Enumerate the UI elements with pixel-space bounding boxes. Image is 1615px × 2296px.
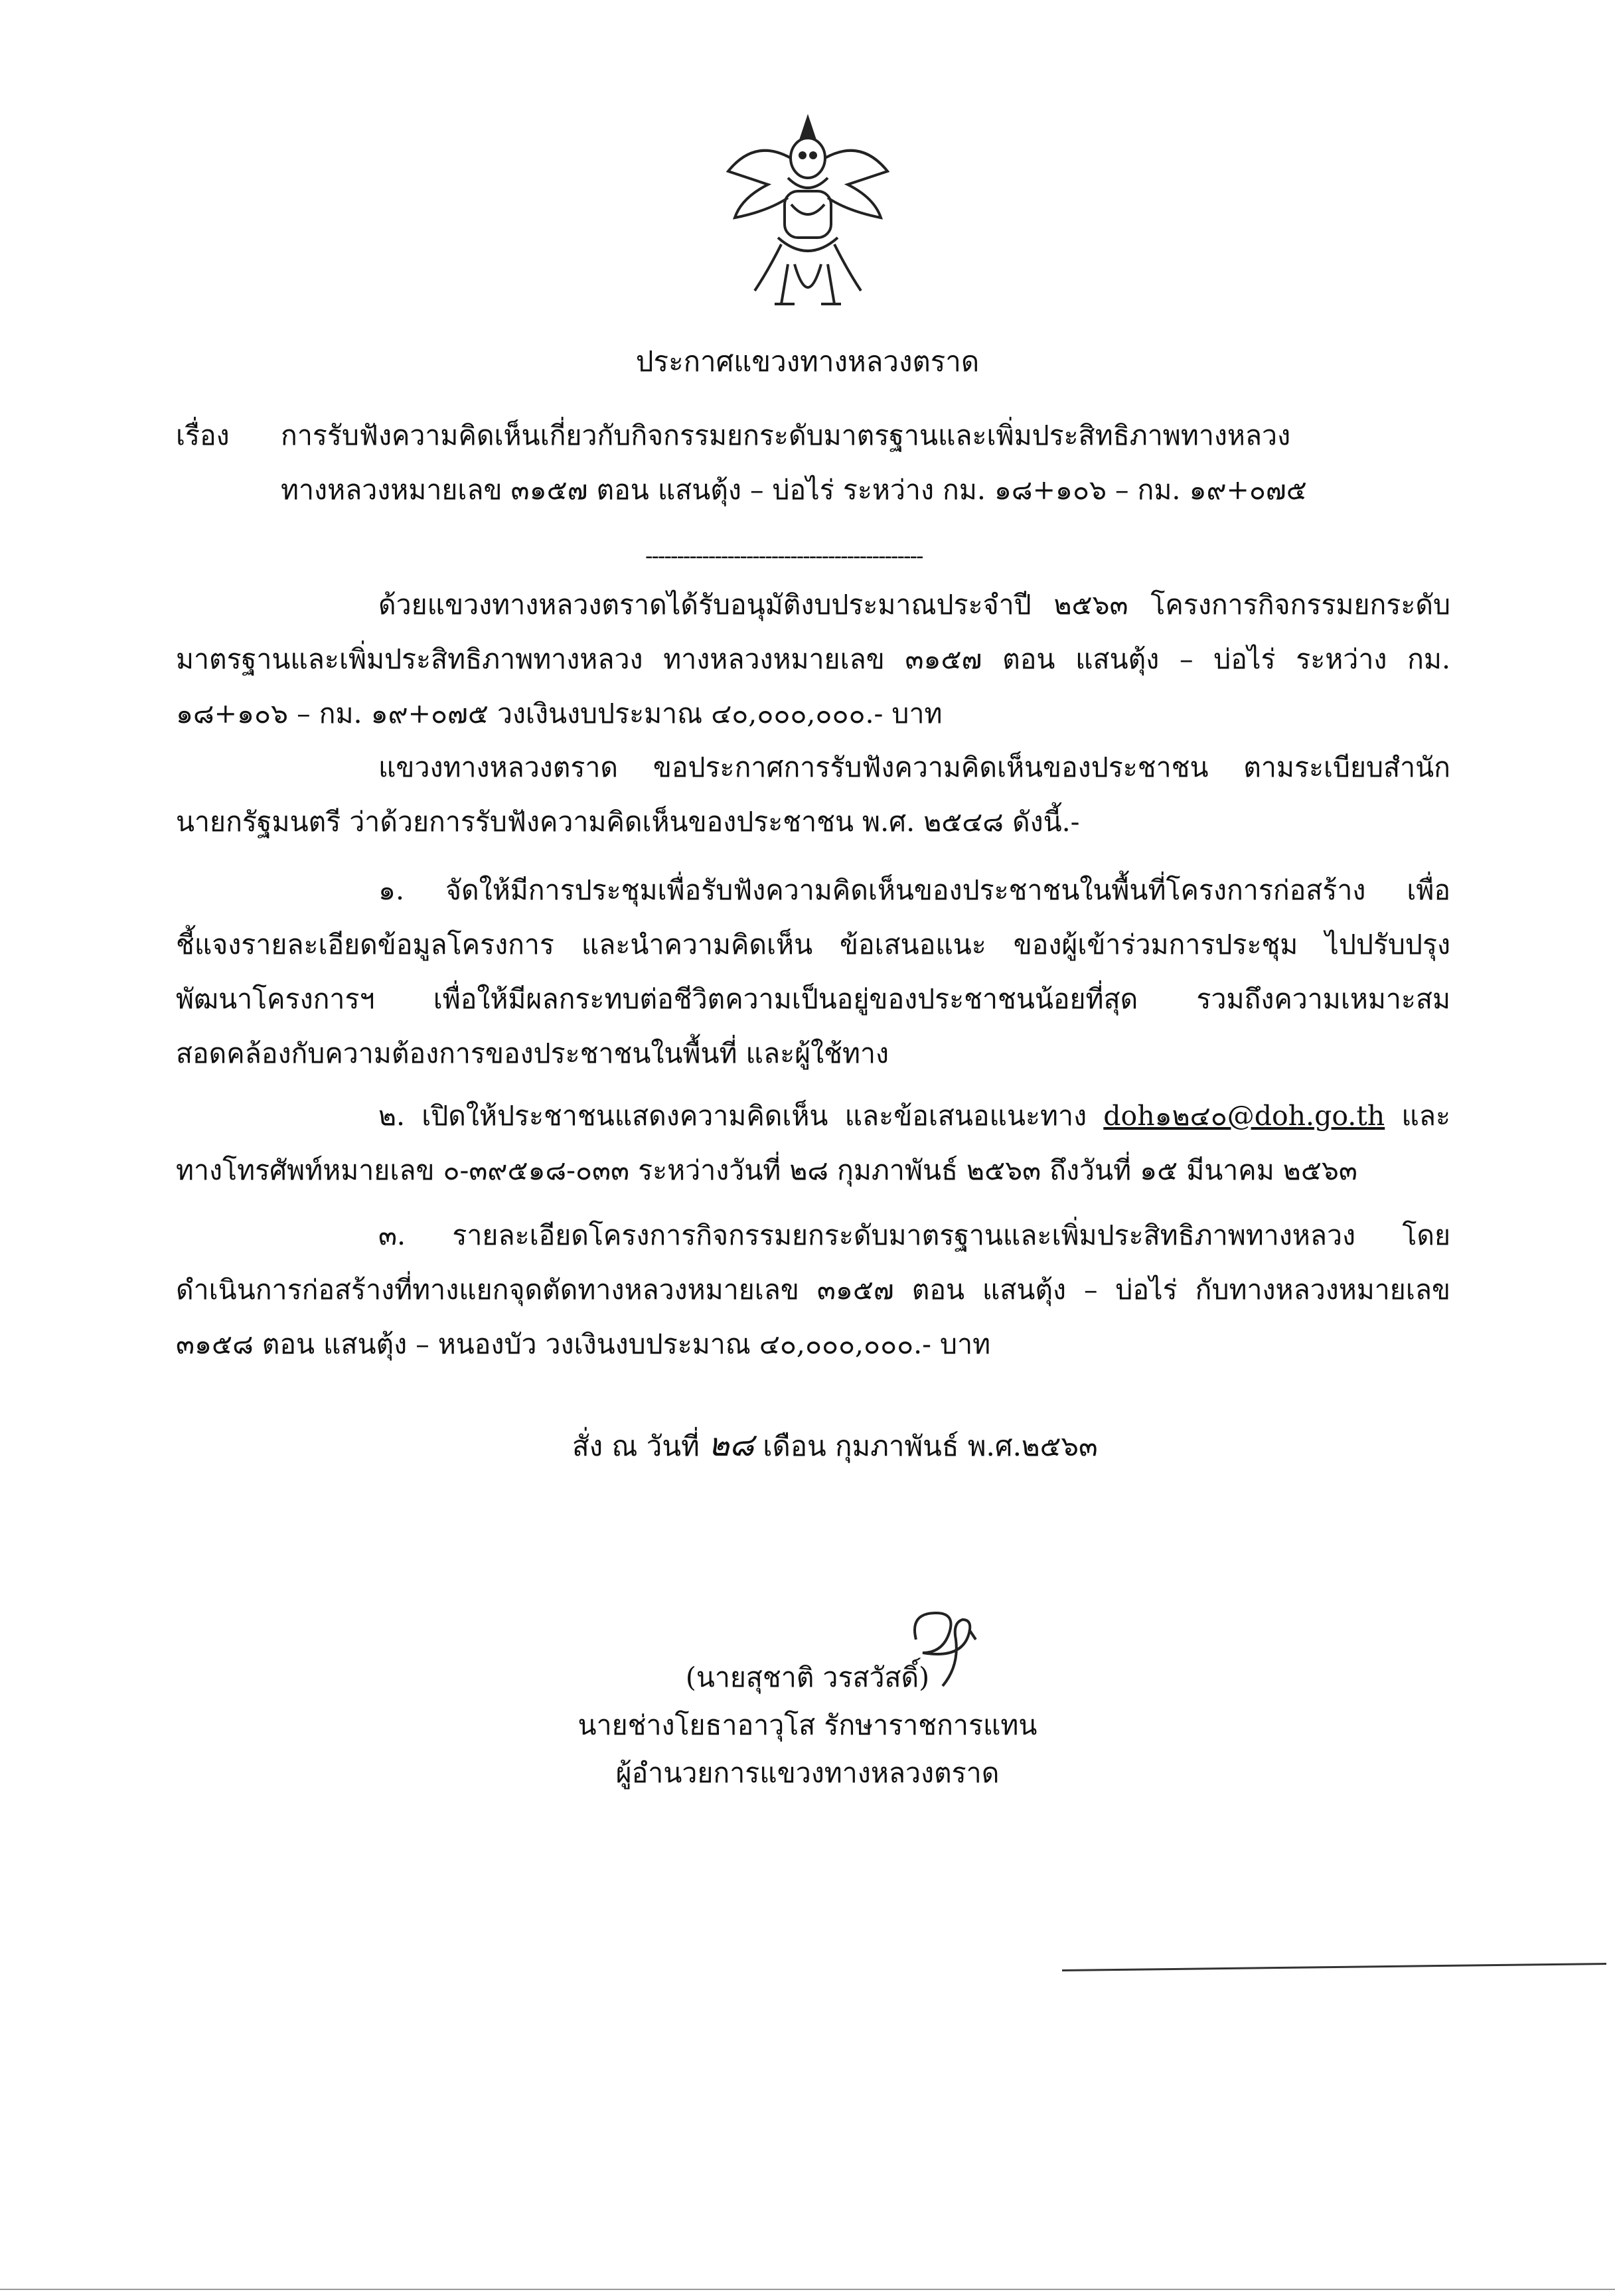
paragraph-4 [176, 1089, 1450, 1197]
date-day-handwritten: ๒๘ [708, 1426, 754, 1464]
divider: -------------------------------------------- [645, 543, 923, 570]
paragraph-5 [176, 1208, 1450, 1371]
paragraph-1 [176, 577, 1450, 741]
signer-name: (นายสุชาติ วรสวัสดิ์) [685, 1661, 930, 1693]
subject-line-2: ทางหลวงหมายเลข ๓๑๕๗ ตอน แสนตุ้ง – บ่อไร่ ระหว่าง กม. ๑๘+๑๐๖ – กม. ๑๙+๐๗๕ [281, 474, 1307, 506]
announcement-title: ประกาศแขวงทางหลวงตราด [635, 345, 980, 378]
subject-line-1: การรับฟังความคิดเห็นเกี่ยวกับกิจกรรมยกระดับมาตรฐานและเพิ่มประสิทธิภาพทางหลวง [281, 420, 1291, 451]
date-prefix: สั่ง ณ วันที่ [572, 1430, 700, 1462]
paragraph-2 [176, 740, 1450, 849]
paragraph-2-text: แขวงทางหลวงตราด ขอประกาศการรับฟังความคิดเห็นของประชาชน ตามระเบียบสำนักนายกรัฐมนตรี ว่าด้วยการรับฟังความคิดเห็นของประชาชน พ.ศ. ๒๕๔๘ ดังนี้.- [176, 751, 1450, 838]
paragraph-5-text: ๓. รายละเอียดโครงการกิจกรรมยกระดับมาตรฐานและเพิ่มประสิทธิภาพทางหลวง โดยดำเนินการก่อสร้างที่ทางแยกจุดตัดทางหลวงหมายเลข ๓๑๕๗ ตอน แสนตุ้ง – บ่อไร่ กับทางหลวงหมายเลข ๓๑๕๘ ตอน แสนตุ้ง – หนองบัว วงเงินงบประมาณ ๔๐,๐๐๐,๐๐๐.- บาท [176, 1219, 1450, 1360]
paragraph-3 [176, 863, 1450, 1081]
page-bottom-edge [0, 2289, 1615, 2290]
signer-position-2: ผู้อำนวยการแขวงทางหลวงตราด [615, 1757, 1000, 1789]
date-month: เดือน กุมภาพันธ์ พ.ศ.๒๕๖๓ [763, 1430, 1098, 1462]
footer-rule [1062, 1963, 1606, 1971]
paragraph-4-text-b: และทางโทรศัพท์หมายเลข ๐-๓๙๕๑๘-๐๓๓ ระหว่างวันที่ ๒๘ กุมภาพันธ์ ๒๕๖๓ ถึงวันที่ ๑๕ มีนาคม ๒๕๖๓ [176, 1100, 1450, 1186]
paragraph-1-text: ด้วยแขวงทางหลวงตราดได้รับอนุมัติงบประมาณประจำปี ๒๕๖๓ โครงการกิจกรรมยกระดับมาตรฐานและเพิ่มประสิทธิภาพทางหลวง ทางหลวงหมายเลข ๓๑๕๗ ตอน แสนตุ้ง – บ่อไร่ ระหว่าง กม. ๑๘+๑๐๖ – กม. ๑๙+๐๗๕ วงเงินงบประมาณ ๔๐,๐๐๐,๐๐๐.- บาท [176, 589, 1450, 729]
paragraph-4-text-a: ๒. เปิดให้ประชาชนแสดงความคิดเห็น และข้อเสนอแนะทาง [378, 1100, 1087, 1132]
order-date [572, 1422, 1098, 1470]
email-link[interactable]: doh๑๒๔๐@doh.go.th [1103, 1100, 1385, 1132]
garuda-emblem-icon [715, 112, 901, 324]
paragraph-3-text: ๑. จัดให้มีการประชุมเพื่อรับฟังความคิดเห็นของประชาชนในพื้นที่โครงการก่อสร้าง เพื่อชี้แจงรายละเอียดข้อมูลโครงการ และนำความคิดเห็น ข้อเสนอแนะ ของผู้เข้าร่วมการประชุม ไปปรับปรุงพัฒนาโครงการฯ เพื่อให้มีผลกระทบต่อชีวิตความเป็นอยู่ของประชาชนน้อยที่สุด รวมถึงความเหมาะสมสอดคล้องกับความต้องการของประชาชนในพื้นที่ และผู้ใช้ทาง [176, 874, 1450, 1069]
subject-label: เรื่อง [176, 420, 230, 451]
signer-position-1: นายช่างโยธาอาวุโส รักษาราชการแทน [577, 1709, 1038, 1741]
